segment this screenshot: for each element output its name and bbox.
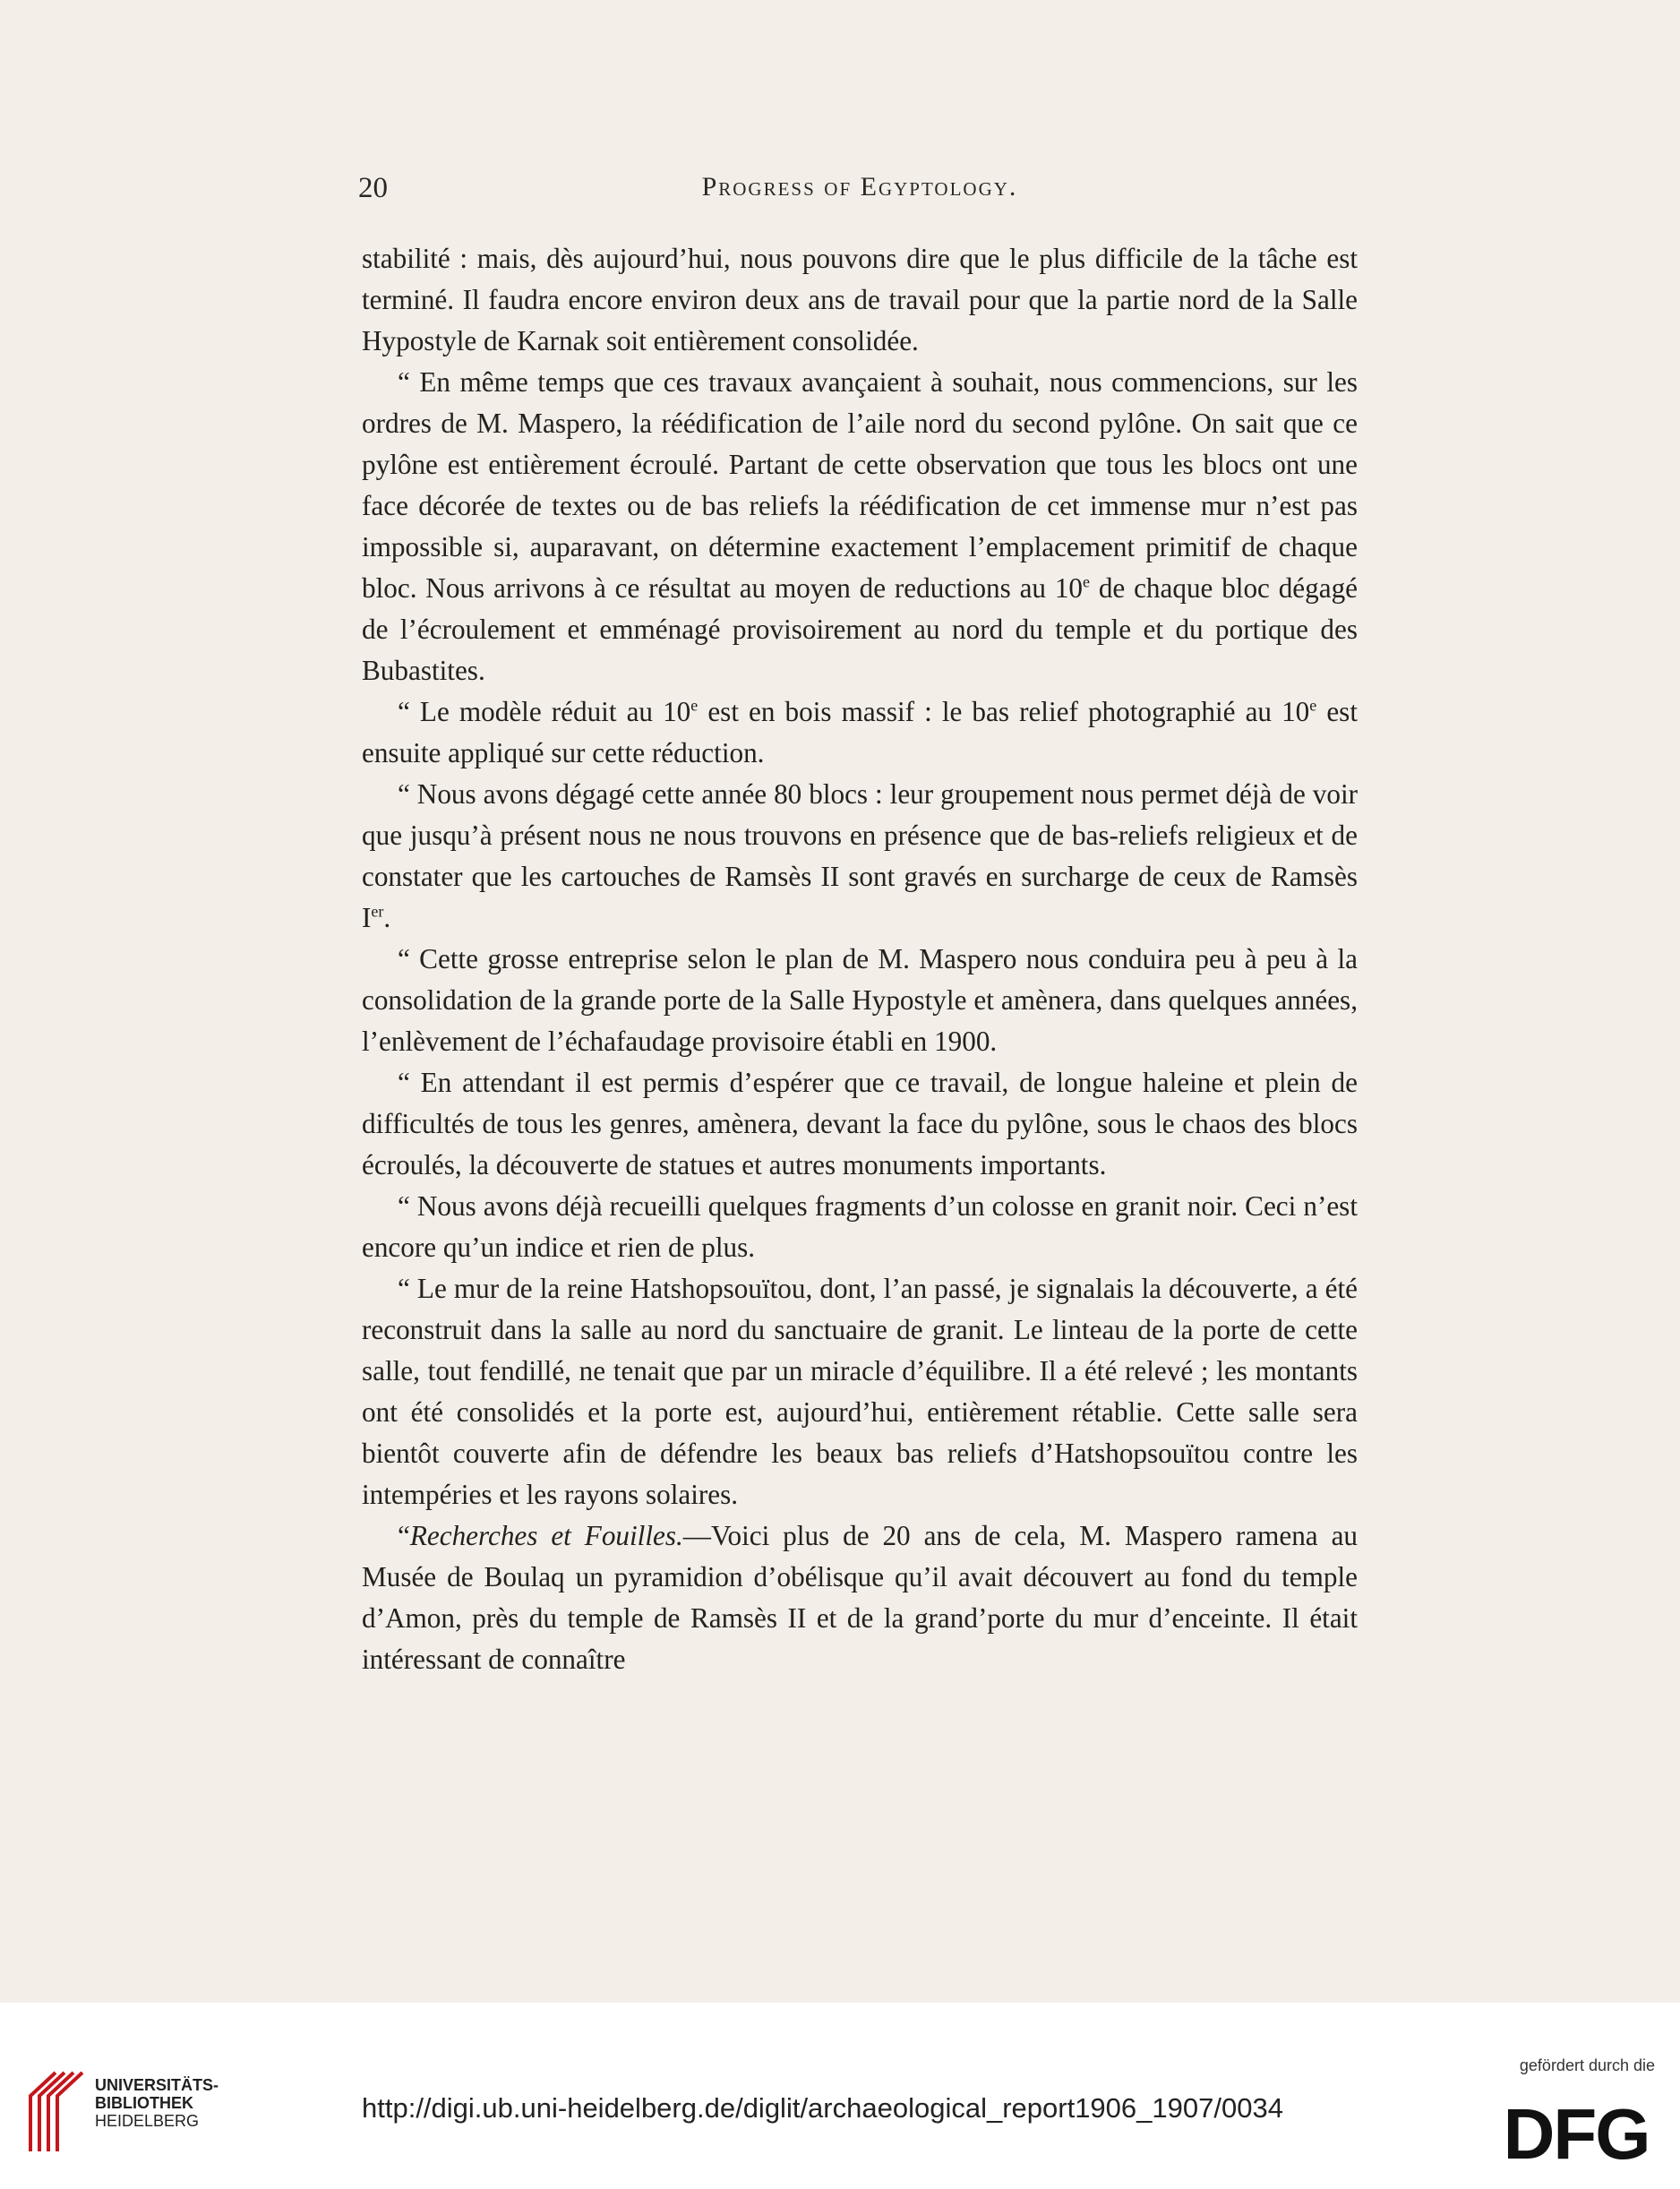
paragraph: “ Le mur de la reine Hatshopsouïtou, dont, l’an passé, je signalais la découverte, a été reconstruit dans la salle au nord du sanctuaire de granit. Le linteau de la porte de cette salle, tout fendillé, ne tenait que par un miracle d’équilibre. Il a été relevé ; les montants ont été consolidés et la porte est, aujourd’hui, entièrement rétablie. Cette salle sera bientôt couverte afin de défendre les beaux bas reliefs d’Hatshopsouïtou contre les intempéries et les rayons solaires. <box>362 1273 1358 1510</box>
permalink-url[interactable]: http://digi.ub.uni-heidelberg.de/diglit/archaeological_report1906_1907/0034 <box>362 2092 1283 2124</box>
university-library-logo-icon <box>23 2069 90 2153</box>
dfg-logo-icon <box>1494 2099 1659 2166</box>
paragraph-text: —Voici plus de 20 ans de cela, M. Maspero ramena au Musée de Boulaq un pyramidion d’obélisque qu’il avait découvert au fond du temple d’Amon, près du temple de Ramsès II et de la grand’porte du mur d’enceinte. Il était intéressant de connaître <box>362 1520 1359 1675</box>
page-header <box>358 172 1361 217</box>
paragraph: “ En attendant il est permis d’espérer que ce travail, de longue haleine et plein de difficultés de tous les genres, amènera, devant la face du pylône, sous le chaos des blocs écroulés, la découverte de statues et autres monuments importants. <box>362 1067 1358 1180</box>
open-quote: “ <box>398 1520 410 1551</box>
paragraph-recherches <box>362 1515 1358 1680</box>
paragraph: “ Nous avons déjà recueilli quelques fragments d’un colosse en granit noir. Ceci n’est encore qu’un indice et rien de plus. <box>362 1190 1358 1263</box>
library-name <box>95 2076 219 2130</box>
section-heading: Recherches et Fouilles. <box>409 1520 683 1551</box>
library-name-line: HEIDELBERG <box>95 2112 200 2130</box>
paragraph: “ En même temps que ces travaux avançaient à souhait, nous commencions, sur les ordres de M. Maspero, la réédification de l’aile nord du second pylône. On sait que ce pylône est entièrement écroulé. Partant de cette observation que tous les blocs ont une face décorée de textes ou de bas reliefs la réédification de cet immense mur n’est pas impossible si, auparavant, on détermine exactement l’emplacement primitif de chaque bloc. Nous arrivons à ce résultat au moyen de reductions au 10e de chaque bloc dégagé de l’écroulement et emménagé provisoirement au nord du temple et du portique des Bubastites. <box>362 366 1359 686</box>
running-title: Progress of Egyptology. <box>701 172 1018 202</box>
paragraph: “ Le modèle réduit au 10e est en bois massif : le bas relief photographié au 10e est ensuite appliqué sur cette réduction. <box>362 696 1358 768</box>
paragraph: “ Nous avons dégagé cette année 80 blocs : leur groupement nous permet déjà de voir que jusqu’à présent nous ne nous trouvons en présence que de bas-reliefs religieux et de constater que les cartouches de Ramsès II sont gravés en surcharge de ceux de Ramsès Ier. <box>362 778 1358 933</box>
paragraph: “ Cette grosse entreprise selon le plan de M. Maspero nous conduira peu à peu à la consolidation de la grande porte de la Salle Hypostyle et amènera, dans quelques années, l’enlèvement de l’échafaudage provisoire établi en 1900. <box>362 943 1358 1057</box>
page-number: 20 <box>358 172 388 204</box>
funding-label: gefördert durch die <box>1519 2056 1655 2074</box>
body-text <box>362 238 1358 1680</box>
dfg-logo-text: DFG <box>1503 2099 1650 2166</box>
library-name-line: UNIVERSITÄTS- <box>95 2076 219 2094</box>
library-name-line: BIBLIOTHEK <box>95 2094 193 2112</box>
paragraph: stabilité : mais, dès aujourd’hui, nous pouvons dire que le plus difficile de la tâche est terminé. Il faudra encore environ deux ans de travail pour que la partie nord de la Salle Hypostyle de Karnak soit entièrement consolidée. <box>362 243 1358 356</box>
